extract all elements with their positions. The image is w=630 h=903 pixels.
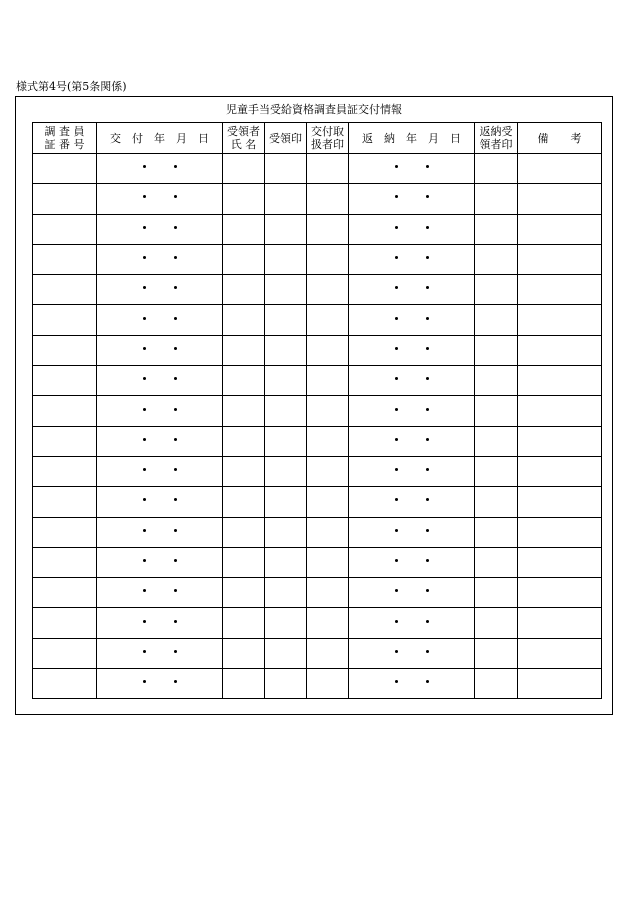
received-seal-cell[interactable]: [265, 426, 307, 456]
return-date-cell[interactable]: [349, 184, 475, 214]
id-number-cell[interactable]: [33, 214, 97, 244]
recipient-name-cell[interactable]: [223, 214, 265, 244]
return-date-cell[interactable]: [349, 154, 475, 184]
return-date-cell[interactable]: [349, 456, 475, 486]
table-row: [33, 638, 602, 668]
date-separator-dot: [395, 589, 398, 592]
issue-date-separators: [143, 494, 177, 506]
issue-date-separators: [143, 525, 177, 537]
return-date-cell[interactable]: [349, 638, 475, 668]
received-seal-cell[interactable]: [265, 547, 307, 577]
record-table: [32, 122, 602, 699]
return-date-separators: [395, 616, 429, 628]
received-seal-cell[interactable]: [265, 487, 307, 517]
date-separator-dot: [426, 498, 429, 501]
date-separator-dot: [395, 347, 398, 350]
date-separator-dot: [143, 256, 146, 259]
issue-date-separators: [143, 373, 177, 385]
date-separator-dot: [174, 317, 177, 320]
date-separator-dot: [426, 468, 429, 471]
return-date-cell[interactable]: [349, 305, 475, 335]
handler-seal-cell[interactable]: [307, 214, 349, 244]
handler-seal-cell[interactable]: [307, 456, 349, 486]
date-separator-dot: [174, 377, 177, 380]
header-row: [33, 123, 602, 154]
date-separator-dot: [426, 286, 429, 289]
issue-date-separators: [143, 252, 177, 264]
return-date-cell[interactable]: [349, 547, 475, 577]
return-date-separators: [395, 464, 429, 476]
issue-date-separators: [143, 161, 177, 173]
handler-seal-cell[interactable]: [307, 184, 349, 214]
id-number-cell[interactable]: [33, 426, 97, 456]
return-date-separators: [395, 555, 429, 567]
return-date-cell[interactable]: [349, 335, 475, 365]
date-separator-dot: [174, 256, 177, 259]
date-separator-dot: [174, 650, 177, 653]
date-separator-dot: [395, 559, 398, 562]
received-seal-cell[interactable]: [265, 608, 307, 638]
issue-date-separators: [143, 343, 177, 355]
remarks-cell[interactable]: [518, 547, 602, 577]
id-number-cell[interactable]: [33, 366, 97, 396]
return-recipient-seal-cell[interactable]: [475, 487, 518, 517]
header-return-line1: 返納受: [479, 125, 513, 138]
header-recipient-line2: 氏 名: [230, 138, 257, 151]
date-separator-dot: [174, 347, 177, 350]
recipient-name-cell[interactable]: [223, 669, 265, 699]
handler-seal-cell[interactable]: [307, 335, 349, 365]
date-separator-dot: [143, 226, 146, 229]
issue-date-cell[interactable]: [97, 244, 223, 274]
header-recipient-name: [223, 123, 265, 154]
return-recipient-seal-cell[interactable]: [475, 426, 518, 456]
table-row: [33, 396, 602, 426]
remarks-cell[interactable]: [518, 669, 602, 699]
handler-seal-cell[interactable]: [307, 638, 349, 668]
recipient-name-cell[interactable]: [223, 184, 265, 214]
remarks-cell[interactable]: [518, 154, 602, 184]
date-separator-dot: [426, 589, 429, 592]
date-separator-dot: [143, 650, 146, 653]
date-separator-dot: [143, 408, 146, 411]
table-row: [33, 456, 602, 486]
issue-date-cell[interactable]: [97, 456, 223, 486]
remarks-cell[interactable]: [518, 426, 602, 456]
received-seal-cell[interactable]: [265, 456, 307, 486]
date-separator-dot: [395, 438, 398, 441]
received-seal-cell[interactable]: [265, 366, 307, 396]
recipient-name-cell[interactable]: [223, 517, 265, 547]
handler-seal-cell[interactable]: [307, 669, 349, 699]
form-title: 児童手当受給資格調査員証交付情報: [226, 103, 402, 116]
issue-date-separators: [143, 313, 177, 325]
return-recipient-seal-cell[interactable]: [475, 366, 518, 396]
handler-seal-cell[interactable]: [307, 517, 349, 547]
return-recipient-seal-cell[interactable]: [475, 608, 518, 638]
return-recipient-seal-cell[interactable]: [475, 456, 518, 486]
return-recipient-seal-cell[interactable]: [475, 638, 518, 668]
return-recipient-seal-cell[interactable]: [475, 275, 518, 305]
date-separator-dot: [143, 589, 146, 592]
received-seal-cell[interactable]: [265, 214, 307, 244]
return-date-cell[interactable]: [349, 517, 475, 547]
recipient-name-cell[interactable]: [223, 366, 265, 396]
table-body: [33, 154, 602, 699]
return-recipient-seal-cell[interactable]: [475, 305, 518, 335]
return-date-cell[interactable]: [349, 426, 475, 456]
table-row: [33, 305, 602, 335]
recipient-name-cell[interactable]: [223, 154, 265, 184]
remarks-cell[interactable]: [518, 517, 602, 547]
date-separator-dot: [174, 589, 177, 592]
issue-date-cell[interactable]: [97, 669, 223, 699]
return-date-separators: [395, 343, 429, 355]
issue-date-separators: [143, 616, 177, 628]
remarks-cell[interactable]: [518, 456, 602, 486]
header-handler-line1: 交付取: [311, 125, 344, 138]
return-date-separators: [395, 222, 429, 234]
handler-seal-cell[interactable]: [307, 275, 349, 305]
header-handler-seal: [307, 123, 349, 154]
return-date-cell[interactable]: [349, 244, 475, 274]
date-separator-dot: [174, 498, 177, 501]
date-separator-dot: [426, 226, 429, 229]
return-date-separators: [395, 676, 429, 688]
handler-seal-cell[interactable]: [307, 426, 349, 456]
issue-date-separators: [143, 404, 177, 416]
issue-date-cell[interactable]: [97, 154, 223, 184]
table-row: [33, 426, 602, 456]
date-separator-dot: [174, 226, 177, 229]
header-received-seal: 受領印: [265, 123, 307, 154]
date-separator-dot: [426, 195, 429, 198]
recipient-name-cell[interactable]: [223, 547, 265, 577]
received-seal-cell[interactable]: [265, 335, 307, 365]
return-date-separators: [395, 525, 429, 537]
handler-seal-cell[interactable]: [307, 547, 349, 577]
remarks-cell[interactable]: [518, 335, 602, 365]
date-separator-dot: [143, 347, 146, 350]
received-seal-cell[interactable]: [265, 154, 307, 184]
id-number-cell[interactable]: [33, 669, 97, 699]
recipient-name-cell[interactable]: [223, 426, 265, 456]
date-separator-dot: [395, 377, 398, 380]
date-separator-dot: [174, 195, 177, 198]
id-number-cell[interactable]: [33, 154, 97, 184]
date-separator-dot: [426, 408, 429, 411]
date-separator-dot: [174, 559, 177, 562]
id-number-cell[interactable]: [33, 244, 97, 274]
header-return-line2: 領者印: [479, 138, 513, 151]
return-recipient-seal-cell[interactable]: [475, 335, 518, 365]
table-row: [33, 244, 602, 274]
received-seal-cell[interactable]: [265, 517, 307, 547]
issue-date-cell[interactable]: [97, 335, 223, 365]
table-row: [33, 669, 602, 699]
date-separator-dot: [174, 438, 177, 441]
table-row: [33, 366, 602, 396]
form-number-label: 様式第4号(第5条関係): [16, 80, 127, 93]
date-separator-dot: [426, 559, 429, 562]
received-seal-cell[interactable]: [265, 638, 307, 668]
received-seal-cell[interactable]: [265, 305, 307, 335]
recipient-name-cell[interactable]: [223, 638, 265, 668]
return-date-separators: [395, 161, 429, 173]
handler-seal-cell[interactable]: [307, 578, 349, 608]
date-separator-dot: [143, 559, 146, 562]
return-date-cell[interactable]: [349, 578, 475, 608]
date-separator-dot: [143, 620, 146, 623]
id-number-cell[interactable]: [33, 456, 97, 486]
date-separator-dot: [395, 226, 398, 229]
date-separator-dot: [143, 165, 146, 168]
return-recipient-seal-cell[interactable]: [475, 244, 518, 274]
id-number-cell[interactable]: [33, 578, 97, 608]
remarks-cell[interactable]: [518, 487, 602, 517]
issue-date-cell[interactable]: [97, 214, 223, 244]
date-separator-dot: [426, 680, 429, 683]
date-separator-dot: [395, 408, 398, 411]
id-number-cell[interactable]: [33, 547, 97, 577]
return-date-separators: [395, 434, 429, 446]
table-row: [33, 275, 602, 305]
recipient-name-cell[interactable]: [223, 396, 265, 426]
issue-date-separators: [143, 434, 177, 446]
issue-date-cell[interactable]: [97, 487, 223, 517]
date-separator-dot: [174, 165, 177, 168]
date-separator-dot: [174, 680, 177, 683]
recipient-name-cell[interactable]: [223, 578, 265, 608]
date-separator-dot: [395, 165, 398, 168]
return-date-cell[interactable]: [349, 275, 475, 305]
date-separator-dot: [426, 529, 429, 532]
date-separator-dot: [143, 286, 146, 289]
table-row: [33, 214, 602, 244]
table-row: [33, 154, 602, 184]
issue-date-cell[interactable]: [97, 305, 223, 335]
table-row: [33, 608, 602, 638]
date-separator-dot: [395, 317, 398, 320]
return-recipient-seal-cell[interactable]: [475, 547, 518, 577]
date-separator-dot: [395, 650, 398, 653]
return-date-separators: [395, 313, 429, 325]
date-separator-dot: [143, 468, 146, 471]
issue-date-cell[interactable]: [97, 608, 223, 638]
return-date-separators: [395, 373, 429, 385]
recipient-name-cell[interactable]: [223, 275, 265, 305]
date-separator-dot: [395, 498, 398, 501]
return-recipient-seal-cell[interactable]: [475, 578, 518, 608]
return-date-separators: [395, 252, 429, 264]
id-number-cell[interactable]: [33, 184, 97, 214]
date-separator-dot: [395, 286, 398, 289]
remarks-cell[interactable]: [518, 305, 602, 335]
id-number-cell[interactable]: [33, 487, 97, 517]
header-recipient-line1: 受領者: [227, 125, 260, 138]
remarks-cell[interactable]: [518, 638, 602, 668]
return-date-cell[interactable]: [349, 608, 475, 638]
received-seal-cell[interactable]: [265, 578, 307, 608]
table-row: [33, 487, 602, 517]
remarks-cell[interactable]: [518, 366, 602, 396]
handler-seal-cell[interactable]: [307, 366, 349, 396]
remarks-cell[interactable]: [518, 578, 602, 608]
date-separator-dot: [395, 195, 398, 198]
issue-date-cell[interactable]: [97, 578, 223, 608]
date-separator-dot: [395, 256, 398, 259]
id-number-cell[interactable]: [33, 608, 97, 638]
issue-date-cell[interactable]: [97, 396, 223, 426]
id-number-cell[interactable]: [33, 305, 97, 335]
header-handler-line2: 扱者印: [311, 138, 344, 151]
return-date-separators: [395, 191, 429, 203]
date-separator-dot: [395, 620, 398, 623]
header-id-line1: 調 査 員: [44, 125, 85, 138]
date-separator-dot: [174, 468, 177, 471]
return-date-separators: [395, 646, 429, 658]
date-separator-dot: [426, 347, 429, 350]
issue-date-separators: [143, 191, 177, 203]
form-frame: [15, 96, 613, 715]
issue-date-separators: [143, 676, 177, 688]
recipient-name-cell[interactable]: [223, 244, 265, 274]
date-separator-dot: [143, 377, 146, 380]
issue-date-separators: [143, 646, 177, 658]
remarks-cell[interactable]: [518, 275, 602, 305]
recipient-name-cell[interactable]: [223, 335, 265, 365]
received-seal-cell[interactable]: [265, 244, 307, 274]
table-row: [33, 578, 602, 608]
remarks-cell[interactable]: [518, 244, 602, 274]
recipient-name-cell[interactable]: [223, 608, 265, 638]
date-separator-dot: [174, 529, 177, 532]
return-date-cell[interactable]: [349, 487, 475, 517]
return-recipient-seal-cell[interactable]: [475, 517, 518, 547]
received-seal-cell[interactable]: [265, 396, 307, 426]
issue-date-separators: [143, 585, 177, 597]
return-date-separators: [395, 282, 429, 294]
header-id-number: [33, 123, 97, 154]
header-id-line2: 証 番 号: [44, 138, 85, 151]
date-separator-dot: [426, 650, 429, 653]
handler-seal-cell[interactable]: [307, 244, 349, 274]
return-recipient-seal-cell[interactable]: [475, 184, 518, 214]
recipient-name-cell[interactable]: [223, 305, 265, 335]
date-separator-dot: [143, 195, 146, 198]
handler-seal-cell[interactable]: [307, 154, 349, 184]
return-date-separators: [395, 585, 429, 597]
return-recipient-seal-cell[interactable]: [475, 669, 518, 699]
issue-date-cell[interactable]: [97, 275, 223, 305]
table-row: [33, 547, 602, 577]
id-number-cell[interactable]: [33, 396, 97, 426]
remarks-cell[interactable]: [518, 184, 602, 214]
return-date-separators: [395, 494, 429, 506]
issue-date-cell[interactable]: [97, 517, 223, 547]
date-separator-dot: [395, 529, 398, 532]
return-recipient-seal-cell[interactable]: [475, 396, 518, 426]
issue-date-cell[interactable]: [97, 426, 223, 456]
issue-date-separators: [143, 282, 177, 294]
received-seal-cell[interactable]: [265, 184, 307, 214]
handler-seal-cell[interactable]: [307, 608, 349, 638]
date-separator-dot: [174, 286, 177, 289]
date-separator-dot: [143, 529, 146, 532]
header-return-date: 返 納 年 月 日: [349, 123, 475, 154]
header-issue-date: 交 付 年 月 日: [97, 123, 223, 154]
handler-seal-cell[interactable]: [307, 305, 349, 335]
date-separator-dot: [426, 438, 429, 441]
issue-date-separators: [143, 464, 177, 476]
date-separator-dot: [174, 408, 177, 411]
recipient-name-cell[interactable]: [223, 456, 265, 486]
return-recipient-seal-cell[interactable]: [475, 154, 518, 184]
received-seal-cell[interactable]: [265, 275, 307, 305]
issue-date-cell[interactable]: [97, 638, 223, 668]
return-date-cell[interactable]: [349, 396, 475, 426]
issue-date-cell[interactable]: [97, 547, 223, 577]
header-return-recipient-seal: [475, 123, 518, 154]
table-row: [33, 335, 602, 365]
remarks-cell[interactable]: [518, 214, 602, 244]
header-remarks: 備 考: [518, 123, 602, 154]
handler-seal-cell[interactable]: [307, 487, 349, 517]
table-row: [33, 517, 602, 547]
issue-date-cell[interactable]: [97, 366, 223, 396]
return-date-cell[interactable]: [349, 214, 475, 244]
return-date-separators: [395, 404, 429, 416]
id-number-cell[interactable]: [33, 275, 97, 305]
remarks-cell[interactable]: [518, 608, 602, 638]
date-separator-dot: [143, 498, 146, 501]
handler-seal-cell[interactable]: [307, 396, 349, 426]
date-separator-dot: [426, 377, 429, 380]
date-separator-dot: [426, 620, 429, 623]
id-number-cell[interactable]: [33, 335, 97, 365]
return-date-cell[interactable]: [349, 669, 475, 699]
issue-date-cell[interactable]: [97, 184, 223, 214]
date-separator-dot: [143, 680, 146, 683]
return-recipient-seal-cell[interactable]: [475, 214, 518, 244]
date-separator-dot: [426, 256, 429, 259]
issue-date-separators: [143, 555, 177, 567]
id-number-cell[interactable]: [33, 638, 97, 668]
date-separator-dot: [395, 468, 398, 471]
date-separator-dot: [426, 317, 429, 320]
date-separator-dot: [143, 317, 146, 320]
date-separator-dot: [426, 165, 429, 168]
id-number-cell[interactable]: [33, 517, 97, 547]
remarks-cell[interactable]: [518, 396, 602, 426]
table-row: [33, 184, 602, 214]
date-separator-dot: [174, 620, 177, 623]
date-separator-dot: [395, 680, 398, 683]
issue-date-separators: [143, 222, 177, 234]
recipient-name-cell[interactable]: [223, 487, 265, 517]
return-date-cell[interactable]: [349, 366, 475, 396]
date-separator-dot: [143, 438, 146, 441]
received-seal-cell[interactable]: [265, 669, 307, 699]
